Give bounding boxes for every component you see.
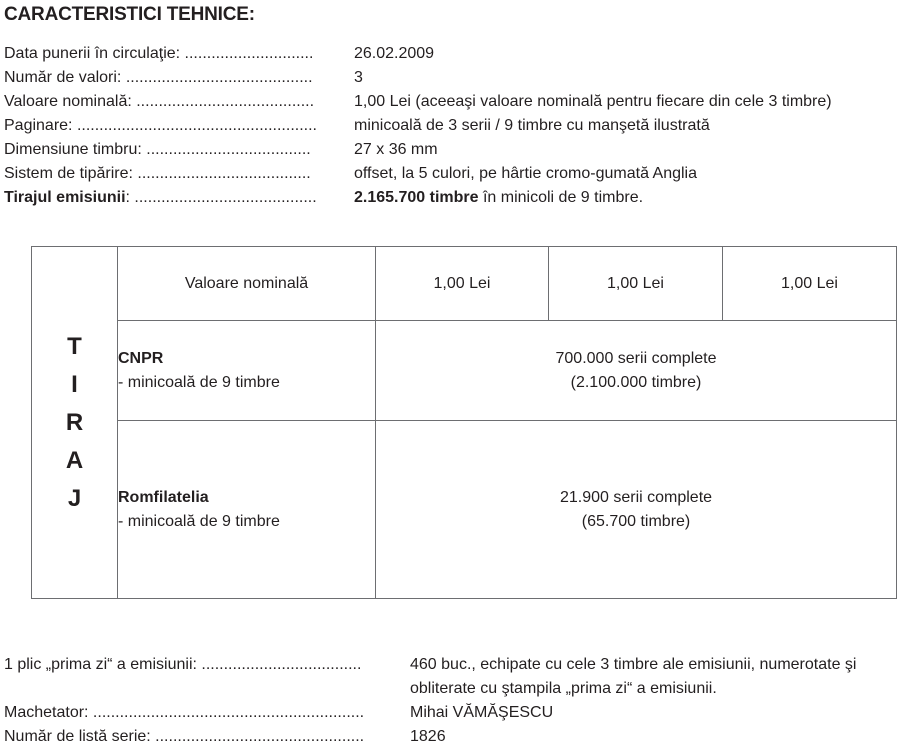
- info-label: 1 plic „prima zi“ a emisiunii: ....................................: [4, 656, 362, 673]
- header-value-2: 1,00 Lei: [549, 247, 723, 321]
- header-value-3: 1,00 Lei: [723, 247, 897, 321]
- quantity-cell: [376, 421, 897, 599]
- info-label: Număr de listă serie: ...............................................: [4, 728, 365, 745]
- print-run-table: [31, 246, 897, 599]
- vertical-letter: I: [71, 370, 78, 398]
- info-value: Mihai VĂMĂŞESCU: [410, 704, 554, 721]
- spec-row-print-run: [4, 186, 894, 210]
- additional-info: [4, 653, 894, 749]
- info-value: 1826: [410, 728, 446, 745]
- spec-row-nominal-value: [4, 90, 894, 114]
- quantity-stamps: (65.700 timbre): [581, 512, 691, 530]
- header-value-1: 1,00 Lei: [376, 247, 549, 321]
- table-row: [32, 421, 897, 599]
- header-nominal-value-label: Valoare nominală: [118, 247, 376, 321]
- spec-label: Dimensiune timbru: .....................................: [4, 141, 311, 158]
- vertical-letter: R: [65, 408, 84, 436]
- info-value-continued: obliterate cu ştampila „prima zi“ a emisiunii.: [410, 680, 717, 697]
- tiraj-vertical-label: [32, 247, 118, 599]
- page-title: CARACTERISTICI TEHNICE:: [4, 4, 255, 25]
- spec-row-printing: [4, 162, 894, 186]
- spec-row-issue-date: [4, 42, 894, 66]
- quantity-series: 700.000 serii complete: [555, 349, 717, 367]
- info-row-designer: [4, 701, 894, 725]
- technical-specs: [4, 42, 894, 210]
- spec-label-dots: : .........................................: [125, 189, 317, 206]
- spec-label: Număr de valori: ..........................................: [4, 69, 313, 86]
- spec-row-layout: [4, 114, 894, 138]
- spec-value: [354, 186, 643, 210]
- info-value: 460 buc., echipate cu cele 3 timbre ale emisiunii, numerotate şi: [410, 656, 857, 673]
- spec-value: 27 x 36 mm: [354, 141, 438, 158]
- spec-value-bold: 2.165.700 timbre: [354, 189, 479, 206]
- spec-label: Data punerii în circulaţie: .............................: [4, 45, 314, 62]
- vertical-letter: A: [65, 446, 84, 474]
- info-row-first-day-cover: [4, 653, 894, 701]
- quantity-stamps: (2.100.000 timbre): [570, 373, 702, 391]
- table-row: [32, 321, 897, 421]
- info-row-series-number: [4, 725, 894, 749]
- info-label: Machetator: .............................................................: [4, 704, 365, 721]
- spec-value: minicoală de 3 serii / 9 timbre cu manşetă ilustrată: [354, 117, 710, 134]
- spec-label: Paginare: ......................................................: [4, 117, 317, 134]
- issuer-desc: - minicoală de 9 timbre: [118, 512, 280, 530]
- issuer-name: CNPR: [118, 349, 164, 367]
- vertical-letter: T: [67, 332, 82, 360]
- quantity-series: 21.900 serii complete: [559, 488, 713, 506]
- table-header-row: [32, 247, 897, 321]
- spec-value: 3: [354, 69, 363, 86]
- spec-label: Valoare nominală: ........................................: [4, 93, 315, 110]
- spec-label: Sistem de tipărire: .......................................: [4, 165, 311, 182]
- spec-label: [4, 186, 317, 210]
- issuer-desc: - minicoală de 9 timbre: [118, 373, 280, 391]
- spec-value: 26.02.2009: [354, 45, 435, 62]
- spec-row-stamp-size: [4, 138, 894, 162]
- spec-value: 1,00 Lei (aceeaşi valoare nominală pentru fiecare din cele 3 timbre): [354, 93, 832, 110]
- spec-value: offset, la 5 culori, pe hârtie cromo-gumată Anglia: [354, 165, 697, 182]
- spec-row-value-count: [4, 66, 894, 90]
- spec-label-bold: Tirajul emisiunii: [4, 189, 126, 206]
- spec-value-rest: în minicoli de 9 timbre.: [478, 189, 644, 206]
- issuer-cell: [118, 321, 376, 421]
- issuer-cell: [118, 421, 376, 599]
- issuer-name: Romfilatelia: [118, 488, 209, 506]
- vertical-letter: J: [67, 484, 82, 512]
- quantity-cell: [376, 321, 897, 421]
